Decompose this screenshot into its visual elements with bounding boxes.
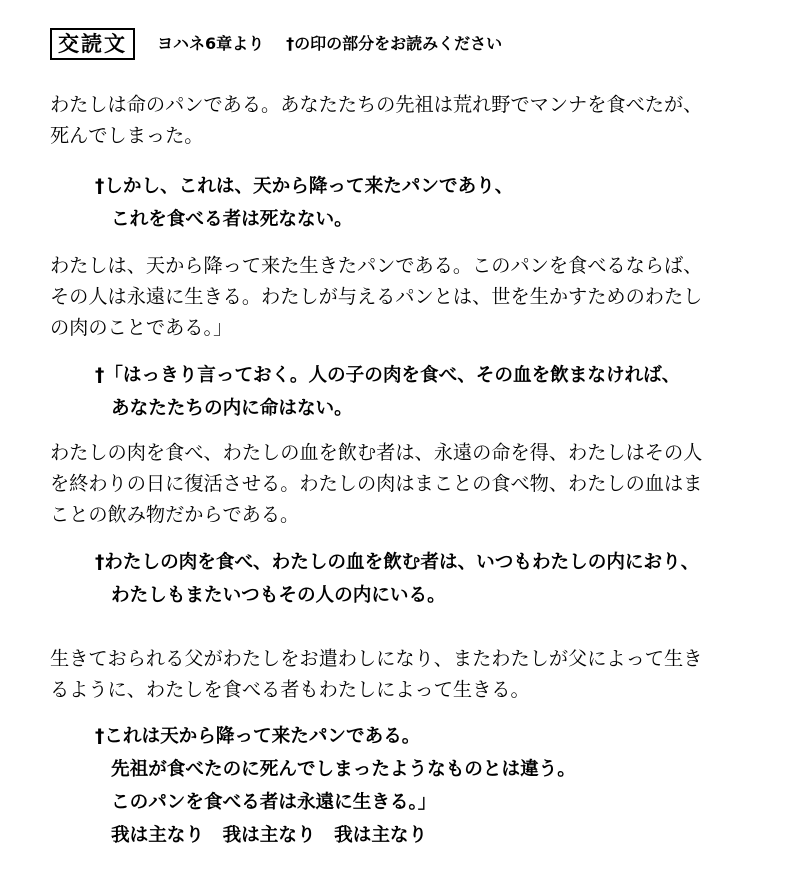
text-line: †しかし、これは、天から降って来たパンであり、 — [95, 176, 514, 197]
text-line: わたしもまたいつもその人の内にいる。 — [111, 585, 446, 606]
text-line: 生きておられる父がわたしをお遣わしになり、またわたしが父によって生き — [50, 647, 703, 670]
text-line: ことの飲み物だからである。 — [50, 503, 300, 526]
text-line: を終わりの日に復活させる。わたしの肉はまことの食べ物、わたしの血はま — [50, 472, 703, 495]
response-paragraph-3 — [95, 546, 745, 612]
text-line: †わたしの肉を食べ、わたしの血を飲む者は、いつもわたしの内におり、 — [95, 552, 700, 573]
header — [50, 28, 502, 62]
text-line: †これは天から降って来たパンである。 — [95, 726, 421, 747]
text-line: 先祖が食べたのに死んでしまったようなものとは違う。 — [111, 759, 576, 780]
response-paragraph-2 — [95, 359, 745, 425]
text-line: あなたたちの内に命はない。 — [111, 398, 353, 419]
leader-paragraph-2 — [50, 250, 750, 343]
text-line: わたしの肉を食べ、わたしの血を飲む者は、永遠の命を得、わたしはその人 — [50, 441, 703, 464]
response-paragraph-4 — [95, 720, 745, 852]
header-line — [157, 30, 502, 58]
leader-paragraph-4 — [50, 643, 750, 705]
text-line: わたしは、天から降って来た生きたパンである。このパンを食べるならば、 — [50, 254, 703, 277]
text-line: このパンを食べる者は永遠に生きる。」 — [111, 792, 437, 813]
response-paragraph-1 — [95, 170, 745, 236]
text-line: の肉のことである。」 — [50, 316, 233, 339]
leader-paragraph-3 — [50, 437, 750, 530]
text-line: †「はっきり言っておく。人の子の肉を食べ、その血を飲まなければ、 — [95, 365, 681, 386]
boxed-title: 交読文 — [50, 28, 135, 60]
closing-refrain: 我は主なり 我は主なり 我は主なり — [111, 825, 428, 846]
text-line: これを食べる者は死なない。 — [111, 209, 353, 230]
text-line: るように、わたしを食べる者もわたしによって生きる。 — [50, 678, 530, 701]
text-line: わたしは命のパンである。あなたたちの先祖は荒れ野でマンナを食べたが、 — [50, 93, 703, 116]
text-line: 死んでしまった。 — [50, 124, 204, 147]
reading-instruction: †の印の部分をお読みください — [286, 34, 503, 53]
leader-paragraph-1 — [50, 89, 750, 151]
source-reference: ヨハネ6章より — [157, 34, 265, 53]
text-line: その人は永遠に生きる。わたしが与えるパンとは、世を生かすためのわたし — [50, 285, 703, 308]
